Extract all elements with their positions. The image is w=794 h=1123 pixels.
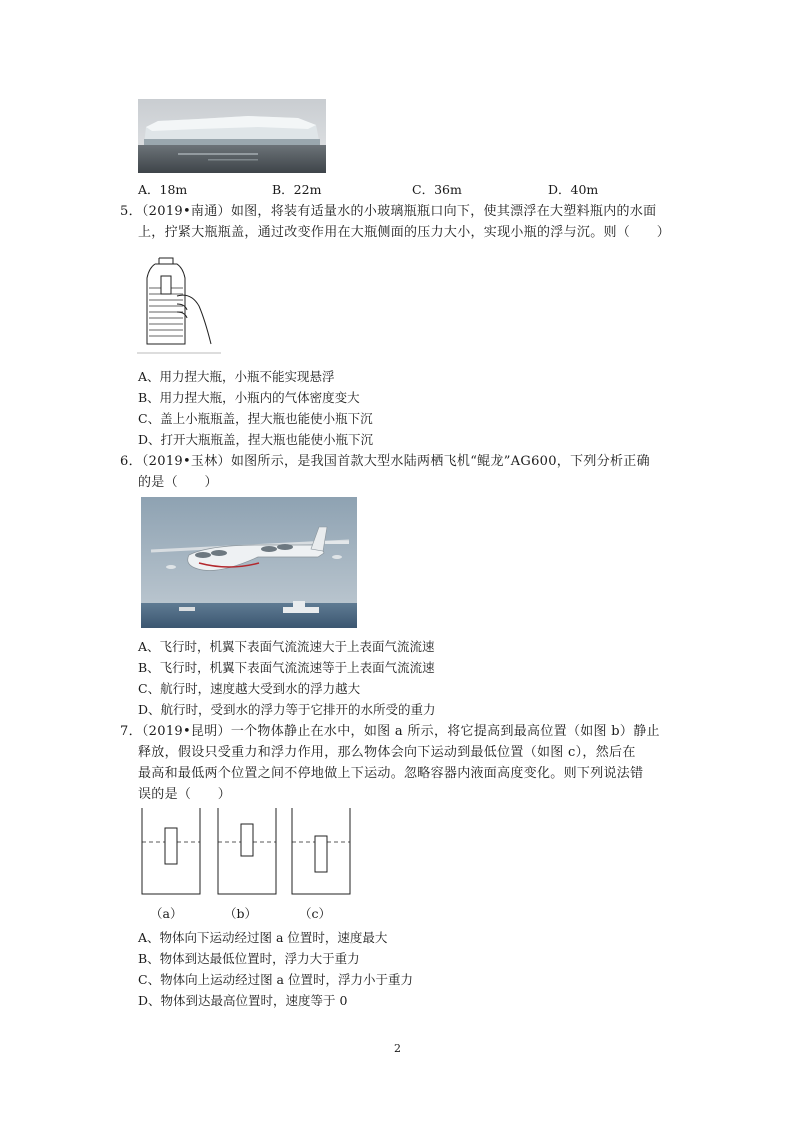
q5-stem-line2: 上，拧紧大瓶瓶盖，通过改变作用在大瓶侧面的压力大小，实现小瓶的浮与沉。则（ ） <box>138 225 671 240</box>
q5-stem-line1: 5．（2019•南通）如图，将装有适量水的小玻璃瓶瓶口向下，使其漂浮在大塑料瓶内的水面 <box>120 204 657 219</box>
q5-option-c: C、盖上小瓶瓶盖，捏大瓶也能使小瓶下沉 <box>138 411 373 426</box>
q7-option-a: A、物体向下运动经过图 a 位置时，速度最大 <box>138 930 388 945</box>
q7-stem-line3: 最高和最低两个位置之间不停地做上下运动。忽略容器内液面高度变化。则下列说法错 <box>138 766 644 781</box>
page-number: 2 <box>394 1042 401 1055</box>
q7-option-c: C、物体向上运动经过图 a 位置时，浮力小于重力 <box>138 972 413 987</box>
q4-option-d: D．40m <box>548 182 599 197</box>
seaplane-photo <box>141 497 357 628</box>
q6-option-c: C、航行时，速度越大受到水的浮力越大 <box>138 681 361 696</box>
q4-option-b: B．22m <box>272 182 322 197</box>
q6-stem-line2: 的是（ ） <box>138 475 218 490</box>
q7-figure-label-b: （b） <box>224 906 258 921</box>
q5-option-a: A、用力捏大瓶，小瓶不能实现悬浮 <box>138 369 335 384</box>
q7-stem-line1: 7．（2019•昆明）一个物体静止在水中，如图 a 所示，将它提高到最高位置（如图 b）静止 <box>120 724 660 739</box>
q7-figure-label-a: （a） <box>150 906 183 921</box>
q6-option-d: D、航行时，受到水的浮力等于它排开的水所受的重力 <box>138 702 436 717</box>
q4-options <box>138 180 738 200</box>
q6-option-b: B、飞行时，机翼下表面气流流速等于上表面气流流速 <box>138 660 435 675</box>
q6-option-a: A、飞行时，机翼下表面气流流速大于上表面气流流速 <box>138 639 435 654</box>
q5-option-b: B、用力捏大瓶，小瓶内的气体密度变大 <box>138 390 360 405</box>
iceberg-photo <box>138 99 326 173</box>
q4-option-a: A．18m <box>138 182 188 197</box>
bottle-figure <box>137 250 221 356</box>
q7-figure-label-c: （c） <box>299 906 332 921</box>
q7-stem-line4: 误的是（ ） <box>138 787 232 802</box>
q7-option-b: B、物体到达最低位置时，浮力大于重力 <box>138 951 360 966</box>
q4-option-c: C．36m <box>412 182 462 197</box>
q5-option-d: D、打开大瓶瓶盖，捏大瓶也能使小瓶下沉 <box>138 432 374 447</box>
q6-stem-line1: 6．（2019•玉林）如图所示，是我国首款大型水陆两栖飞机“鲲龙”AG600，下列分析正确 <box>120 454 650 469</box>
containers-figure <box>140 806 355 896</box>
q7-stem-line2: 释放，假设只受重力和浮力作用，那么物体会向下运动到最低位置（如图 c），然后在 <box>138 745 636 760</box>
q7-option-d: D、物体到达最高位置时，速度等于 0 <box>138 993 348 1008</box>
